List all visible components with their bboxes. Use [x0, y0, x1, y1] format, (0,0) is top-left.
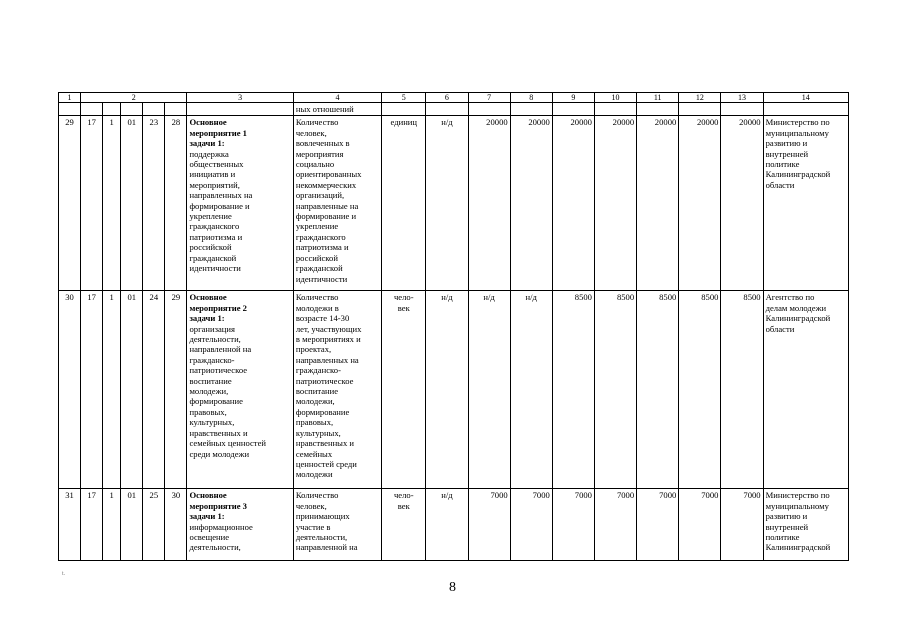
- value-cell: 20000: [552, 116, 594, 291]
- header-cell: 5: [382, 93, 426, 103]
- unit-cell: чело- век: [382, 489, 426, 561]
- page-number: 8: [449, 580, 456, 595]
- header-cell: 6: [426, 93, 468, 103]
- value-cell: 20000: [468, 116, 510, 291]
- continuation-text: ных отношений: [293, 103, 381, 116]
- table-row: [59, 489, 849, 561]
- value-cell: н/д: [510, 291, 552, 489]
- event-description: организация деятельности, направленной на гражданско- патриотическое воспитание молодежи, формирование правовых, культурных, нравственных и семейных ценностей среди молодежи: [189, 323, 266, 459]
- indicator-cell: Количество человек, вовлеченных в мероприятия социально ориентированных некоммерческих организаций, направленные на формирование и укрепление гражданского патриотизма и российской гражданской идентичности: [293, 116, 381, 291]
- value-cell: 8500: [594, 291, 636, 489]
- event-name-cell: [187, 291, 293, 489]
- event-name-cell: [187, 489, 293, 561]
- program-table: [58, 92, 849, 561]
- header-cell: 4: [293, 93, 381, 103]
- header-cell: 11: [637, 93, 679, 103]
- code-gp: 17: [81, 116, 103, 291]
- header-cell: 3: [187, 93, 293, 103]
- value-cell: 8500: [552, 291, 594, 489]
- value-cell: 7000: [679, 489, 721, 561]
- event-name-cell: [187, 116, 293, 291]
- continuation-row: [59, 103, 849, 116]
- value-cell: 7000: [468, 489, 510, 561]
- event-title: Основное мероприятие 3 задачи 1:: [189, 490, 247, 522]
- header-cell: 13: [721, 93, 763, 103]
- code-gp: 17: [81, 291, 103, 489]
- value-cell: 20000: [679, 116, 721, 291]
- code-pp: 1: [103, 489, 121, 561]
- code-indicator: 28: [165, 116, 187, 291]
- event-title: Основное мероприятие 2 задачи 1:: [189, 292, 247, 324]
- code-task: 01: [121, 489, 143, 561]
- header-cell: 1: [59, 93, 81, 103]
- column-number-row: [59, 93, 849, 103]
- value-cell: 8500: [721, 291, 763, 489]
- unit-cell: чело- век: [382, 291, 426, 489]
- code-indicator: 30: [165, 489, 187, 561]
- scan-mark: t.: [62, 571, 66, 577]
- table-row: [59, 116, 849, 291]
- table-row: [59, 291, 849, 489]
- indicator-cell: Количество молодежи в возрасте 14-30 лет, участвующих в мероприятиях и проектах, направленных на гражданско- патриотическое воспитание молодежи, формирование правовых, культурных, нравственных и семейных ценностей среди молодежи: [293, 291, 381, 489]
- value-cell: н/д: [426, 116, 468, 291]
- header-cell: 14: [763, 93, 848, 103]
- code-gp: 17: [81, 489, 103, 561]
- value-cell: 7000: [552, 489, 594, 561]
- value-cell: 7000: [510, 489, 552, 561]
- executor-cell: Министерство по муниципальному развитию и внутренней политике Калининградской области: [763, 116, 848, 291]
- header-cell: 8: [510, 93, 552, 103]
- code-pp: 1: [103, 291, 121, 489]
- code-task: 01: [121, 291, 143, 489]
- executor-cell: Агентство по делам молодежи Калининградской области: [763, 291, 848, 489]
- event-description: поддержка общественных инициатив и мероприятий, направленных на формирование и укрепление гражданского патриотизма и российской гражданской идентичности: [189, 148, 253, 274]
- row-number: 29: [59, 116, 81, 291]
- indicator-cell: Количество человек, принимающих участие в деятельности, направленной на: [293, 489, 381, 561]
- row-number: 30: [59, 291, 81, 489]
- header-cell: 2: [81, 93, 187, 103]
- value-cell: н/д: [426, 489, 468, 561]
- header-cell: 10: [594, 93, 636, 103]
- executor-cell: Министерство по муниципальному развитию и внутренней политике Калининградской: [763, 489, 848, 561]
- value-cell: 7000: [594, 489, 636, 561]
- code-indicator: 29: [165, 291, 187, 489]
- value-cell: 7000: [637, 489, 679, 561]
- value-cell: 8500: [637, 291, 679, 489]
- header-cell: 9: [552, 93, 594, 103]
- value-cell: 20000: [510, 116, 552, 291]
- value-cell: 20000: [721, 116, 763, 291]
- value-cell: 20000: [637, 116, 679, 291]
- value-cell: н/д: [426, 291, 468, 489]
- header-cell: 7: [468, 93, 510, 103]
- row-number: 31: [59, 489, 81, 561]
- value-cell: н/д: [468, 291, 510, 489]
- event-title: Основное мероприятие 1 задачи 1:: [189, 117, 247, 149]
- event-description: информационное освещение деятельности,: [189, 521, 253, 553]
- value-cell: 20000: [594, 116, 636, 291]
- code-pp: 1: [103, 116, 121, 291]
- code-event: 25: [143, 489, 165, 561]
- header-cell: 12: [679, 93, 721, 103]
- code-event: 23: [143, 116, 165, 291]
- value-cell: 7000: [721, 489, 763, 561]
- code-event: 24: [143, 291, 165, 489]
- value-cell: 8500: [679, 291, 721, 489]
- unit-cell: единиц: [382, 116, 426, 291]
- code-task: 01: [121, 116, 143, 291]
